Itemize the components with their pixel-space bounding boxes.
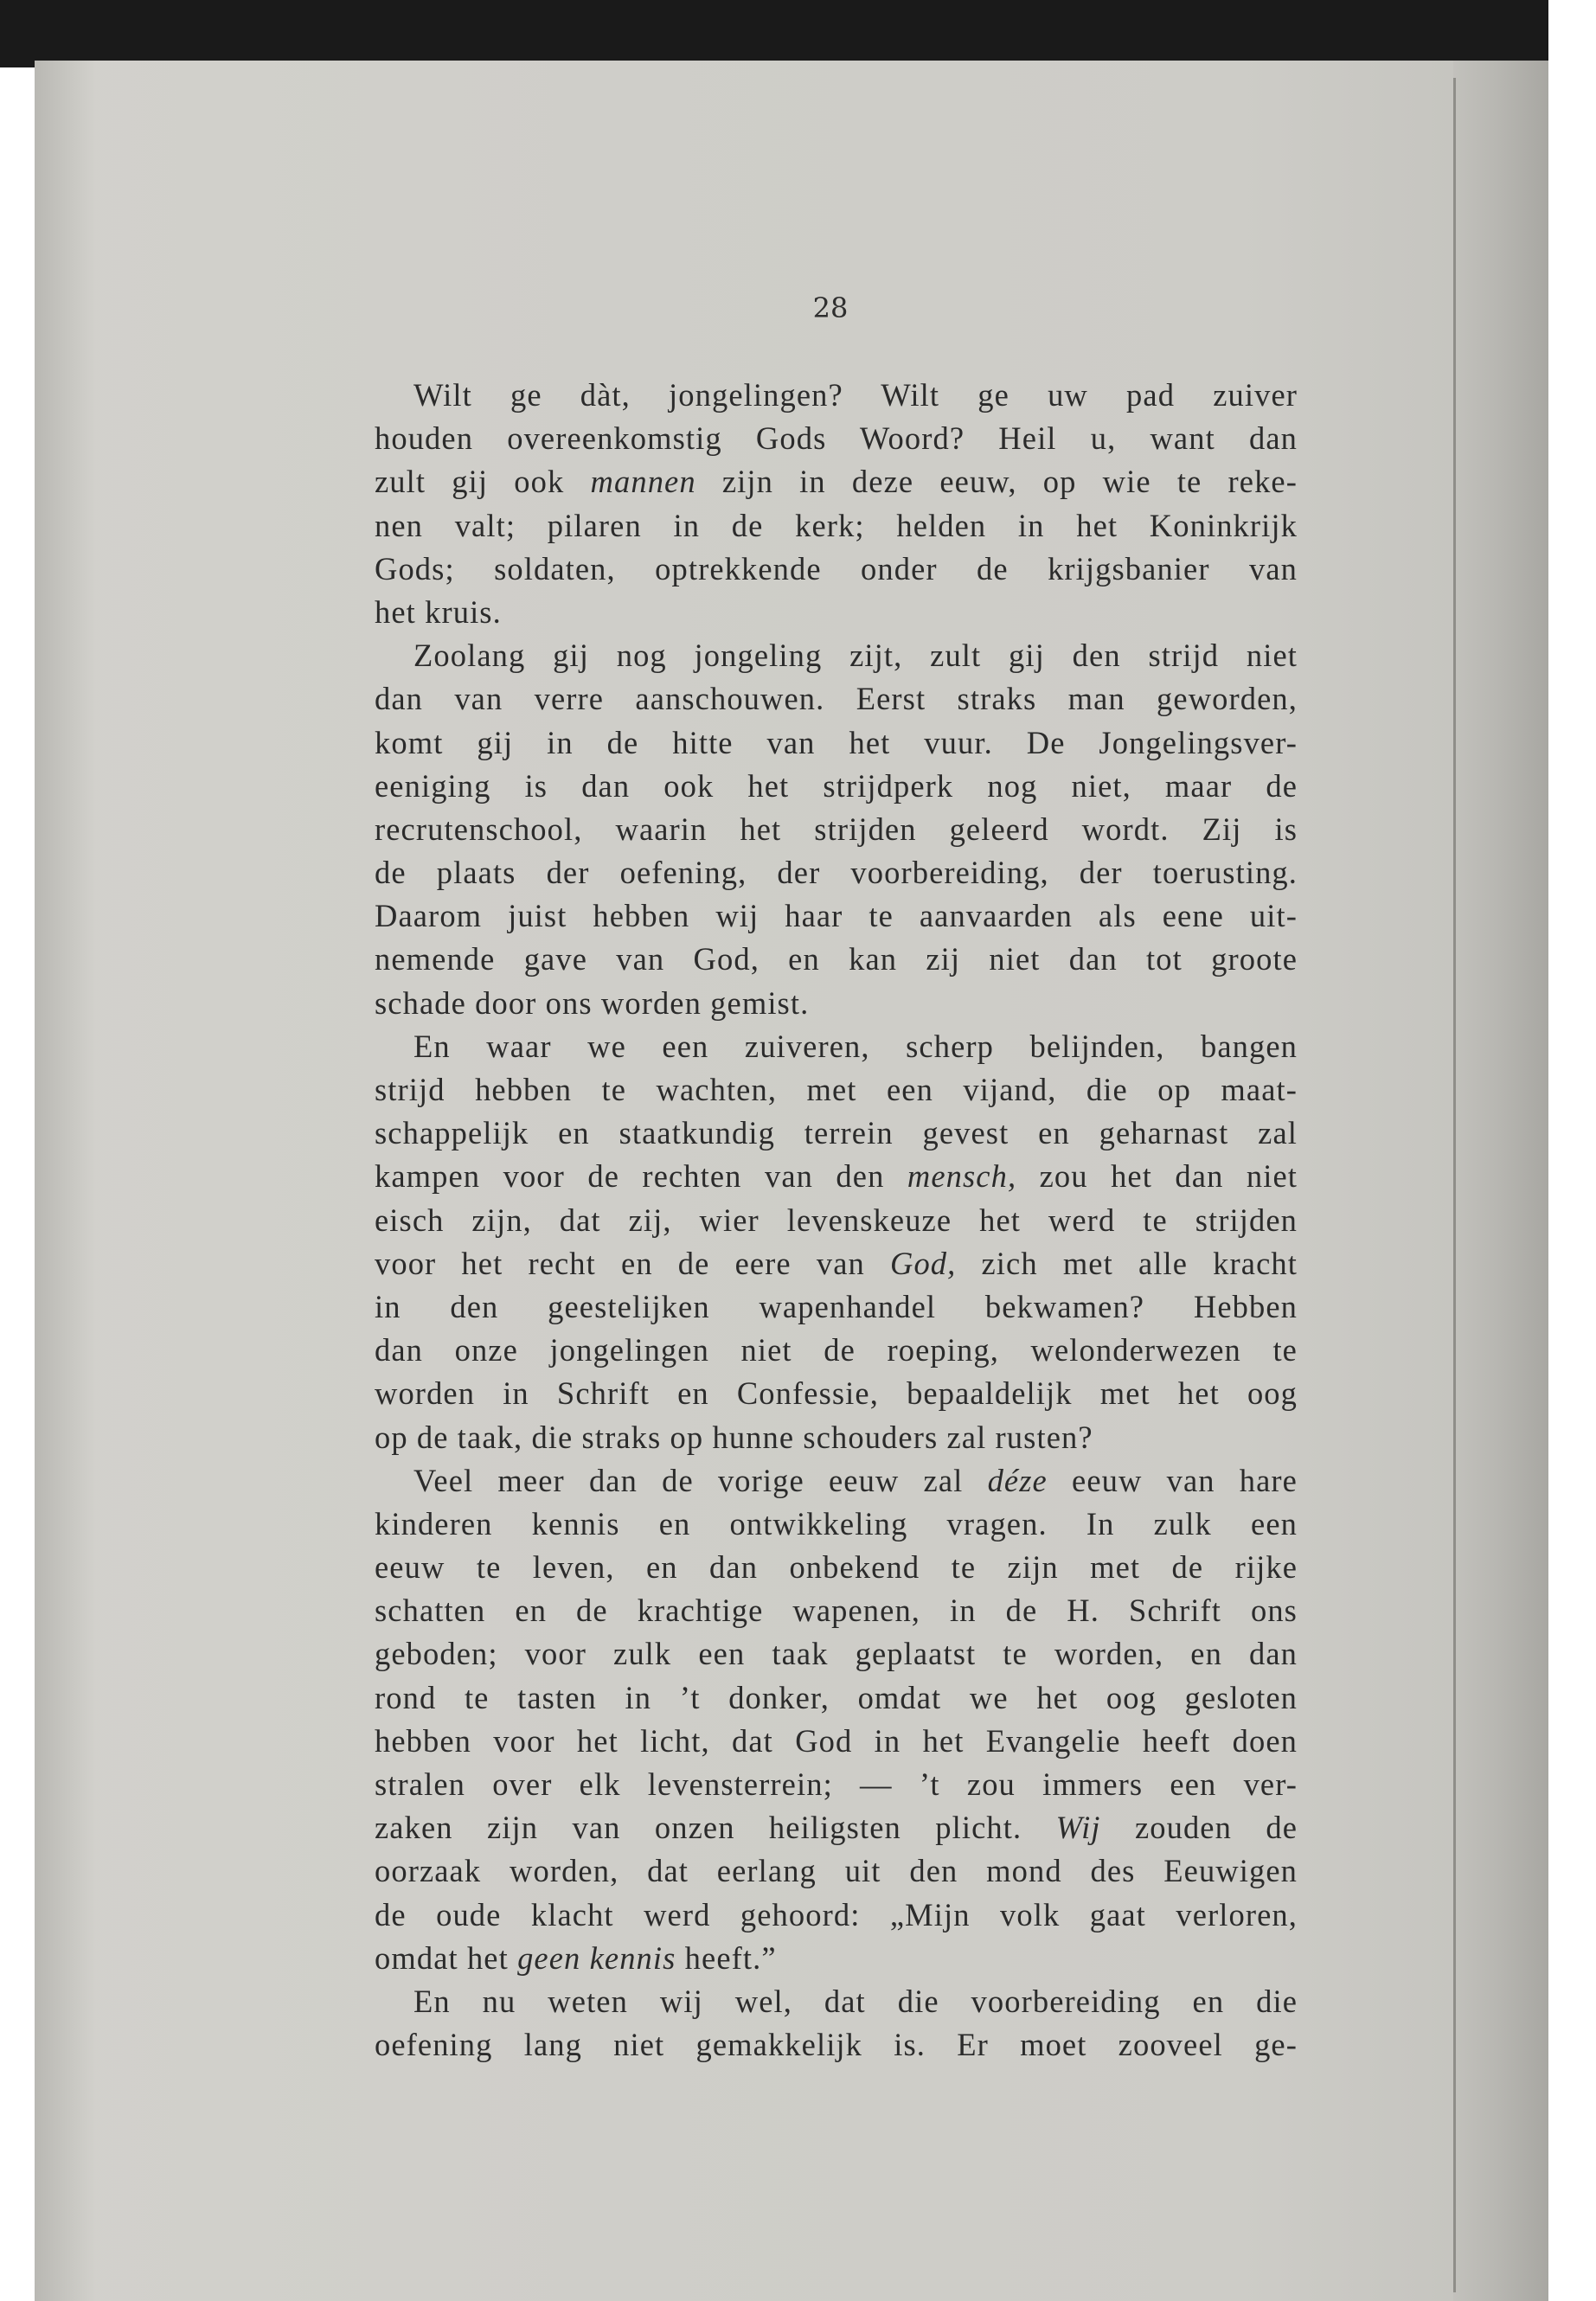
text-line xyxy=(375,1546,1298,1589)
page-gutter-shadow xyxy=(35,61,95,2301)
text-line xyxy=(375,1849,1298,1893)
text-run: zaken zijn van onzen heiligsten plicht. xyxy=(375,1810,1056,1846)
text-run: dan onze jongelingen niet de roeping, welonderwezen te xyxy=(375,1332,1298,1368)
text-run: oefening lang niet gemakkelijk is. Er moet zooveel ge- xyxy=(375,2027,1298,2063)
text-line xyxy=(375,1155,1298,1198)
text-run: nemende gave van God, en kan zij niet dan tot groote xyxy=(375,941,1298,977)
text-run: Daarom juist hebben wij haar te aanvaarden als eene uit- xyxy=(375,898,1298,934)
text-line xyxy=(375,1632,1298,1676)
text-line xyxy=(375,2023,1298,2067)
page-number: 28 xyxy=(812,292,849,324)
text-line xyxy=(375,808,1298,851)
text-line xyxy=(375,591,1298,634)
text-line xyxy=(375,894,1298,938)
text-line xyxy=(375,1763,1298,1806)
text-run: in den geestelijken wapenhandel bekwamen? Hebben xyxy=(375,1288,1298,1324)
text-run: eeuw te leven, en dan onbekend te zijn met de rijke xyxy=(375,1549,1298,1586)
text-run: schatten en de krachtige wapenen, in de H. Schrift ons xyxy=(375,1593,1298,1629)
text-run: strijd hebben te wachten, met een vijand, die op maat- xyxy=(375,1072,1298,1107)
text-line xyxy=(375,1242,1298,1285)
text-line xyxy=(375,548,1298,591)
text-run: de plaats der oefening, der voorbereiding, der toerusting. xyxy=(375,855,1298,891)
text-run: eisch zijn, dat zij, wier levenskeuze het werd te strijden xyxy=(375,1202,1298,1238)
text-run: voor het recht en de eere van xyxy=(375,1245,890,1281)
italic-text: déze xyxy=(987,1462,1048,1498)
text-run: de oude klacht werd gehoord: „Mijn volk gaat verloren, xyxy=(375,1896,1298,1932)
page-stack-edge xyxy=(1453,61,1548,2301)
text-line xyxy=(375,634,1298,677)
text-run: zijn in deze eeuw, op wie te reke- xyxy=(695,464,1298,500)
text-line xyxy=(375,1112,1298,1155)
text-run: rond te tasten in ’t donker, omdat we het oog gesloten xyxy=(375,1679,1298,1715)
text-run: eeuw van hare xyxy=(1047,1462,1298,1498)
text-line xyxy=(375,765,1298,808)
text-run: zich met alle kracht xyxy=(956,1245,1298,1281)
text-run: Zoolang gij nog jongeling zijt, zult gij den strijd niet xyxy=(413,638,1298,674)
text-line xyxy=(375,1068,1298,1112)
text-run: En waar we een zuiveren, scherp belijnden, bangen xyxy=(413,1028,1298,1064)
text-line xyxy=(375,460,1298,503)
text-line xyxy=(375,721,1298,765)
text-line xyxy=(375,1285,1298,1329)
text-run: Gods; soldaten, optrekkende onder de krijgsbanier van xyxy=(375,550,1298,586)
text-line xyxy=(375,1894,1298,1937)
text-run: heeft.” xyxy=(676,1939,777,1976)
text-line xyxy=(375,1980,1298,2023)
text-line xyxy=(375,1416,1298,1459)
text-line xyxy=(375,851,1298,894)
text-line xyxy=(375,504,1298,548)
text-run: houden overeenkomstig Gods Woord? Heil u, want dan xyxy=(375,420,1298,457)
italic-text: God, xyxy=(889,1245,957,1281)
text-run: geboden; voor zulk een taak geplaatst te worden, en dan xyxy=(375,1636,1298,1672)
text-line xyxy=(375,1199,1298,1242)
text-run: kampen voor de rechten van den xyxy=(375,1158,907,1195)
text-line xyxy=(375,1329,1298,1372)
scan-right-margin xyxy=(1548,0,1596,2301)
text-run: op de taak, die straks op hunne schouders zal rusten? xyxy=(375,1419,1093,1455)
text-line xyxy=(375,1720,1298,1763)
text-run: nen valt; pilaren in de kerk; helden in het Koninkrijk xyxy=(375,507,1298,543)
text-run: oorzaak worden, dat eerlang uit den mond des Eeuwigen xyxy=(375,1853,1298,1889)
text-line xyxy=(375,1503,1298,1546)
text-run: zult gij ook xyxy=(375,464,591,500)
text-run: het kruis. xyxy=(375,593,502,630)
text-run: Wilt ge dàt, jongelingen? Wilt ge uw pad zuiver xyxy=(413,377,1298,413)
text-run: komt gij in de hitte van het vuur. De Jongelingsver- xyxy=(375,724,1298,760)
text-line xyxy=(375,1589,1298,1632)
body-text xyxy=(375,374,1298,2067)
text-run: schade door ons worden gemist. xyxy=(375,984,810,1021)
italic-text: mensch, xyxy=(907,1158,1017,1195)
text-run: kinderen kennis en ontwikkeling vragen. In zulk een xyxy=(375,1505,1298,1541)
text-run: stralen over elk levensterrein; — ’t zou immers een ver- xyxy=(375,1766,1298,1802)
italic-text: mannen xyxy=(590,464,696,500)
text-line xyxy=(375,374,1298,417)
text-line xyxy=(375,938,1298,981)
text-run: hebben voor het licht, dat God in het Evangelie heeft doen xyxy=(375,1722,1298,1759)
text-run: Veel meer dan de vorige eeuw zal xyxy=(413,1462,988,1498)
text-line xyxy=(375,1676,1298,1720)
scan-top-edge xyxy=(0,0,1548,67)
text-run: dan van verre aanschouwen. Eerst straks man geworden, xyxy=(375,681,1298,717)
text-run: eeniging is dan ook het strijdperk nog niet, maar de xyxy=(375,767,1298,804)
text-run: worden in Schrift en Confessie, bepaaldelijk met het oog xyxy=(375,1375,1298,1412)
italic-text: Wij xyxy=(1055,1810,1101,1846)
text-run: zouden de xyxy=(1100,1810,1298,1846)
text-line xyxy=(375,677,1298,721)
text-line xyxy=(375,1937,1298,1980)
page-edge-line xyxy=(1453,78,1456,2292)
text-line xyxy=(375,1459,1298,1503)
text-line xyxy=(375,1372,1298,1415)
text-run: omdat het xyxy=(375,1939,518,1976)
text-run: En nu weten wij wel, dat die voorbereiding en die xyxy=(413,1983,1298,2019)
text-line xyxy=(375,982,1298,1025)
text-run: recrutenschool, waarin het strijden geleerd wordt. Zij is xyxy=(375,811,1298,847)
text-line xyxy=(375,1806,1298,1849)
text-line xyxy=(375,1025,1298,1068)
italic-text: geen kennis xyxy=(517,1939,676,1976)
text-run: schappelijk en staatkundig terrein gevest en geharnast zal xyxy=(375,1115,1298,1151)
text-run: zou het dan niet xyxy=(1016,1158,1298,1195)
text-line xyxy=(375,417,1298,460)
